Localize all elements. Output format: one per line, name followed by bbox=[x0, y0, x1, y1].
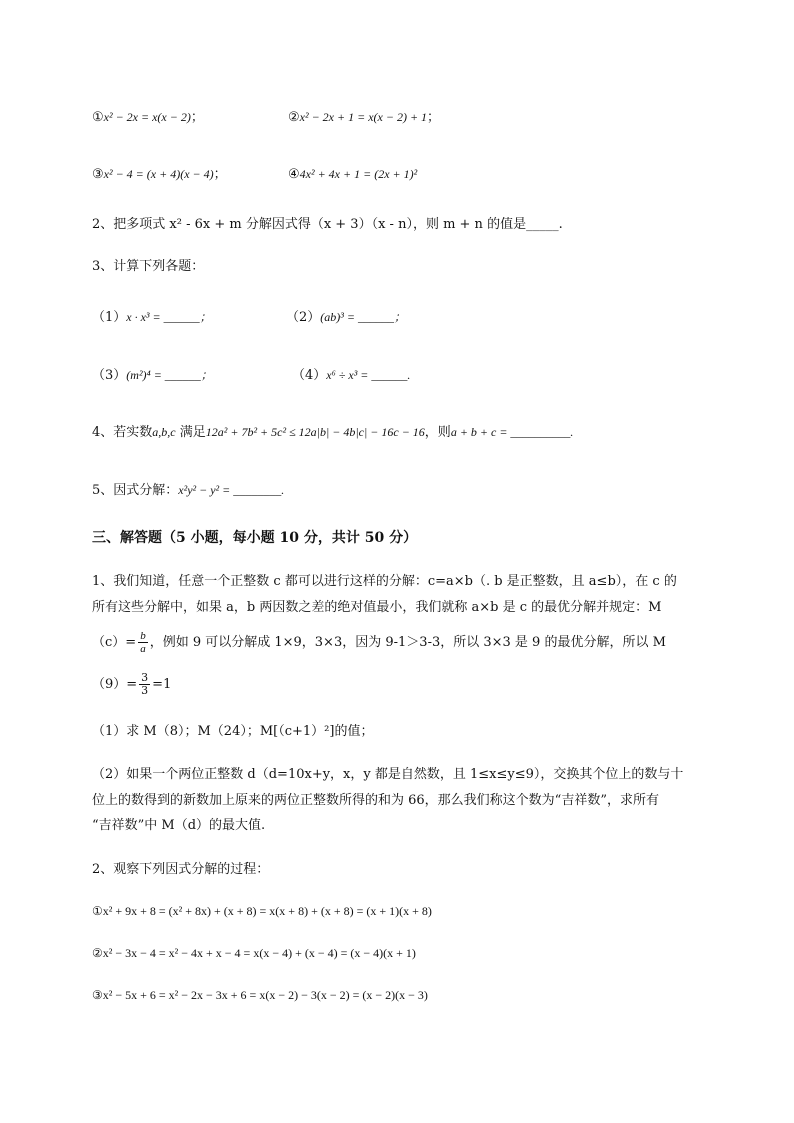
q3-1-label: （1） bbox=[92, 310, 127, 325]
p1-l3-post: ，例如 9 可以分解成 1×9，3×3，因为 9-1＞3-3，所以 3×3 是 9 的最优分解，所以 M bbox=[149, 635, 666, 650]
q3-2-expr: (ab)³ = ______； bbox=[320, 310, 406, 324]
option-1-tail: ； bbox=[190, 110, 204, 125]
option-2-expr: x² − 2x + 1 = x(x − 2) + 1 bbox=[299, 110, 428, 124]
section-3-heading: 三、解答题（5 小题，每小题 10 分，共计 50 分） bbox=[92, 530, 418, 546]
fraction-numerator: b bbox=[140, 630, 146, 642]
fraction-3-over-3 bbox=[139, 672, 150, 697]
problem-2-step-1: ①x² + 9x + 8 = (x² + 8x) + (x + 8) = x(x + 8) + (x + 8) = (x + 1)(x + 8) bbox=[92, 904, 432, 918]
option-3-marker: ③ bbox=[92, 167, 104, 182]
problem-2-step-2: ②x² − 3x − 4 = x² − 4x + x − 4 = x(x − 4) + (x − 4) = (x − 4)(x + 1) bbox=[92, 946, 416, 960]
option-3 bbox=[92, 164, 227, 185]
problem-2: 2、观察下列因式分解的过程： bbox=[92, 862, 270, 877]
q5-expr: x²y² − y² = ________. bbox=[178, 483, 285, 497]
p1-l3-pre: （c）= bbox=[92, 635, 137, 650]
fraction-b-over-a bbox=[138, 630, 148, 655]
question-5 bbox=[92, 480, 284, 501]
problem-1-line-1: 1、我们知道，任意一个正整数 c 都可以进行这样的分解：c=a×b（. b 是正整数，且 a≤b），在 c 的 bbox=[92, 574, 677, 589]
option-1 bbox=[92, 107, 204, 128]
question-3: 3、计算下列各题： bbox=[92, 259, 205, 274]
q3-4-expr: x⁶ ÷ x³ = ______. bbox=[326, 368, 411, 382]
problem-2-step-3: ③x² − 5x + 6 = x² − 2x − 3x + 6 = x(x − 2) − 3(x − 2) = (x − 2)(x − 3) bbox=[92, 988, 428, 1002]
q4-mid: 满足 bbox=[175, 425, 206, 440]
problem-1-line-2: 所有这些分解中，如果 a，b 两因数之差的绝对值最小，我们就称 a×b 是 c 的最优分解并规定：M bbox=[92, 600, 662, 615]
option-1-expr: x² − 2x = x(x − 2) bbox=[103, 110, 191, 124]
option-4-marker: ④ bbox=[288, 167, 300, 182]
question-3-2 bbox=[286, 307, 406, 328]
p1-l4-pre: （9）= bbox=[92, 677, 138, 692]
fraction-denominator: 3 bbox=[141, 684, 149, 697]
question-2: 2、把多项式 x² - 6x + m 分解因式得（x + 3）（x - n），则 m + n 的值是_____. bbox=[92, 217, 563, 232]
option-3-tail: ； bbox=[213, 167, 227, 182]
option-2-marker: ② bbox=[288, 110, 300, 125]
problem-1-sub-1: （1）求 M（8）；M（24）；M[（c+1）²]的值； bbox=[92, 724, 374, 739]
q4-vars: a,b,c bbox=[152, 425, 176, 439]
q4-post: ，则 bbox=[424, 425, 451, 440]
q3-2-label: （2） bbox=[286, 310, 321, 325]
option-3-expr: x² − 4 = (x + 4)(x − 4) bbox=[103, 167, 214, 181]
q4-expr: 12a² + 7b² + 5c² ≤ 12a|b| − 4b|c| − 16c − 16 bbox=[205, 425, 425, 439]
question-3-1 bbox=[92, 307, 212, 328]
q3-3-label: （3） bbox=[92, 368, 127, 383]
q4-pre: 4、若实数 bbox=[92, 425, 153, 440]
q3-4-label: （4） bbox=[292, 368, 327, 383]
q3-3-expr: (m²)⁴ = ______； bbox=[126, 368, 213, 382]
problem-1-sub-2-line-3: “吉祥数”中 M（d）的最大值. bbox=[92, 818, 266, 833]
option-4-expr: 4x² + 4x + 1 = (2x + 1)² bbox=[299, 167, 418, 181]
question-3-3 bbox=[92, 365, 213, 386]
problem-1-sub-2-line-2: 位上的数得到的新数加上原来的两位正整数所得的和为 66，那么我们称这个数为“吉祥数”，求所有 bbox=[92, 793, 659, 808]
q5-pre: 5、因式分解： bbox=[92, 483, 179, 498]
problem-1-line-3 bbox=[92, 630, 666, 655]
question-4 bbox=[92, 422, 573, 443]
option-2 bbox=[288, 107, 440, 128]
problem-1-sub-2-line-1: （2）如果一个两位正整数 d（d=10x+y，x，y 都是自然数，且 1≤x≤y≤9），交换其个位上的数与十 bbox=[92, 767, 684, 782]
p1-l4-post: =1 bbox=[152, 677, 172, 692]
question-3-4 bbox=[292, 365, 410, 386]
fraction-numerator: 3 bbox=[141, 671, 149, 684]
q4-answer: a + b + c = __________. bbox=[450, 425, 574, 439]
fraction-denominator: a bbox=[140, 643, 146, 655]
option-2-tail: ； bbox=[427, 110, 441, 125]
option-1-marker: ① bbox=[92, 110, 104, 125]
problem-1-line-4 bbox=[92, 672, 171, 697]
q3-1-expr: x · x³ = ______； bbox=[126, 310, 212, 324]
option-4 bbox=[288, 164, 417, 185]
